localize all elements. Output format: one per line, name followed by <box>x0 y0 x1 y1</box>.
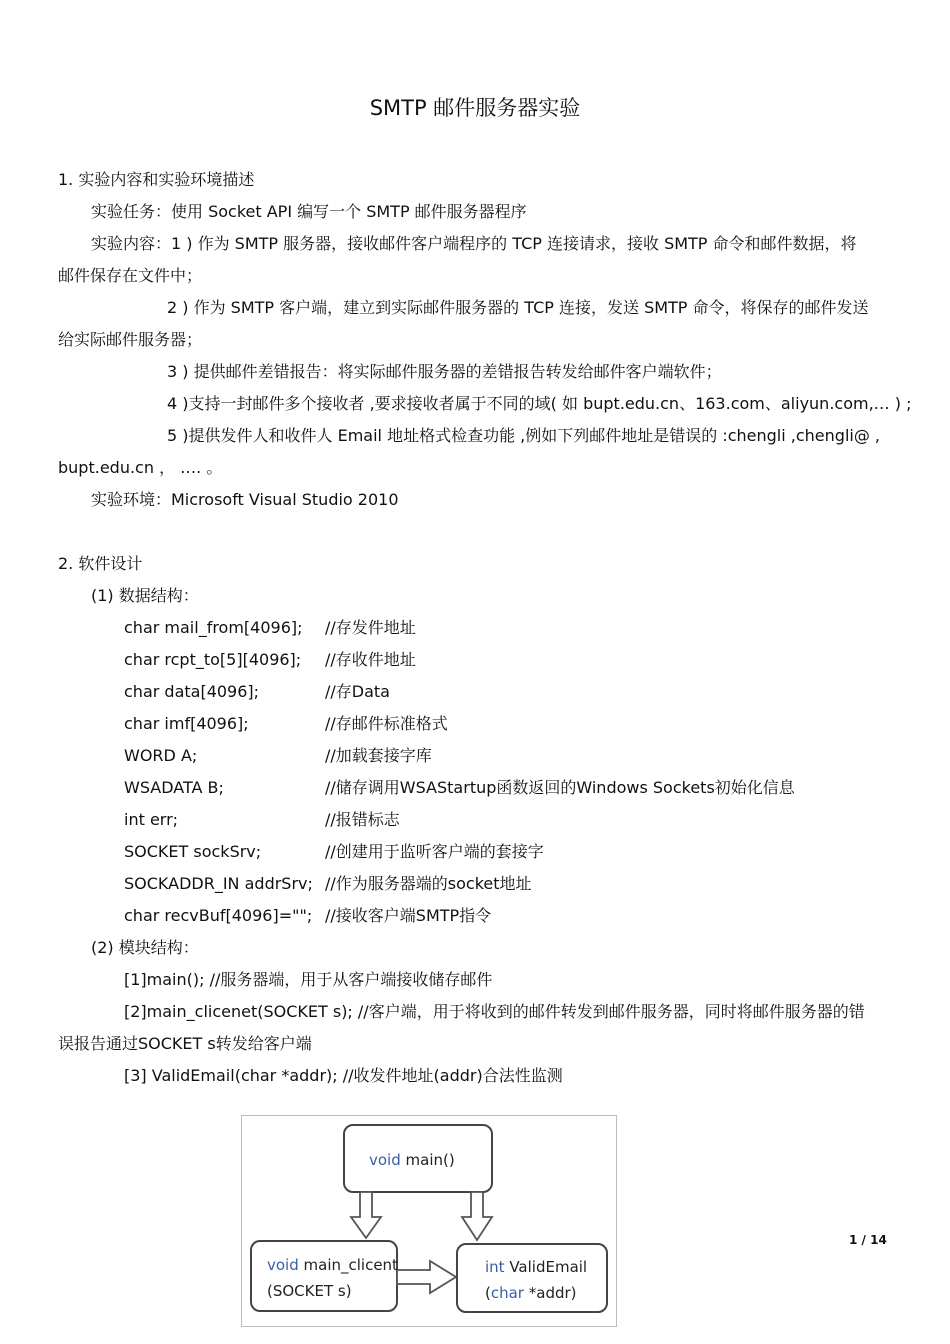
ds-code-line: char data[4096]; <box>124 682 260 701</box>
ds-comment: //报错标志 <box>325 810 400 829</box>
module-structure-heading: (2) 模块结构： <box>91 938 199 957</box>
page-number: 1 / 14 <box>849 1233 887 1247</box>
content-item-4: 4 )支持一封邮件多个接收者 ,要求接收者属于不同的域( 如 bupt.edu.cn、163.com、aliyun.com,… ) ; <box>167 394 912 413</box>
ds-code-line: char mail_from[4096]; <box>124 618 303 637</box>
section-2-heading: 2. 软件设计 <box>58 554 143 573</box>
module-1: [1]main(); //服务器端，用于从客户端接收储存邮件 <box>124 970 493 989</box>
data-structure-heading: (1) 数据结构： <box>91 586 199 605</box>
module-diagram <box>241 1115 617 1327</box>
valid-param-label <box>485 1283 577 1303</box>
environment-line: 实验环境：Microsoft Visual Studio 2010 <box>91 490 399 509</box>
ds-code-line: int err; <box>124 810 179 829</box>
client-param-label: (SOCKET s) <box>267 1282 352 1300</box>
valid-kw: int <box>485 1258 505 1276</box>
document-title: SMTP 邮件服务器实验 <box>369 96 581 120</box>
ds-comment: //创建用于监听客户端的套接字 <box>325 842 544 861</box>
main-kw: void <box>369 1151 401 1169</box>
section-1-heading: 1. 实验内容和实验环境描述 <box>58 170 255 189</box>
task-line: 实验任务：使用 Socket API 编写一个 SMTP 邮件服务器程序 <box>91 202 527 221</box>
ds-code-line: char recvBuf[4096]=""; <box>124 906 313 925</box>
valid-param-open: ( <box>485 1284 491 1302</box>
module-2-line-2: 误报告通过SOCKET s转发给客户端 <box>58 1034 312 1053</box>
content-item-2-line-2: 给实际邮件服务器； <box>58 330 203 349</box>
arrow-main-to-valid <box>462 1192 492 1240</box>
main-function-label <box>369 1150 455 1170</box>
content-item-1-line-2: 邮件保存在文件中； <box>58 266 203 285</box>
ds-comment: //加载套接字库 <box>325 746 432 765</box>
client-name: main_clicent <box>298 1256 398 1274</box>
ds-code-line: char rcpt_to[5][4096]; <box>124 650 302 669</box>
ds-code-line: WORD A; <box>124 746 198 765</box>
valid-name: ValidEmail <box>504 1258 588 1276</box>
client-function-label <box>267 1255 398 1275</box>
content-item-3: 3 ) 提供邮件差错报告：将实际邮件服务器的差错报告转发给邮件客户端软件； <box>167 362 722 381</box>
arrow-client-to-valid <box>397 1261 456 1293</box>
ds-code-line: char imf[4096]; <box>124 714 249 733</box>
ds-comment: //存发件地址 <box>325 618 416 637</box>
content-item-2-line-1: 2 ) 作为 SMTP 客户端，建立到实际邮件服务器的 TCP 连接，发送 SMTP 命令，将保存的邮件发送 <box>167 298 869 317</box>
valid-param-rest: *addr) <box>523 1284 577 1302</box>
ds-code-line: SOCKET sockSrv; <box>124 842 262 861</box>
ds-comment: //存收件地址 <box>325 650 416 669</box>
valid-function-label <box>485 1257 587 1277</box>
ds-comment: //存Data <box>325 682 390 701</box>
ds-comment: //储存调用WSAStartup函数返回的Windows Sockets初始化信息 <box>325 778 795 797</box>
ds-comment: //接收客户端SMTP指令 <box>325 906 492 925</box>
valid-param-kw: char <box>490 1284 524 1302</box>
arrow-main-to-client <box>351 1192 381 1238</box>
client-kw: void <box>267 1256 299 1274</box>
content-item-5-line-1: 5 )提供发件人和收件人 Email 地址格式检查功能 ,例如下列邮件地址是错误的 :chengli ,chengli@ , <box>167 426 881 445</box>
ds-comment: //存邮件标准格式 <box>325 714 448 733</box>
module-2-line-1: [2]main_clicenet(SOCKET s); //客户端，用于将收到的邮件转发到邮件服务器，同时将邮件服务器的错 <box>124 1002 865 1021</box>
main-name: main() <box>400 1151 455 1169</box>
module-3: [3] ValidEmail(char *addr); //收发件地址(addr)合法性监测 <box>124 1066 563 1085</box>
ds-comment: //作为服务器端的socket地址 <box>325 874 532 893</box>
content-item-1-line-1: 实验内容：1 ) 作为 SMTP 服务器，接收邮件客户端程序的 TCP 连接请求，接收 SMTP 命令和邮件数据，将 <box>91 234 857 253</box>
ds-code-line: SOCKADDR_IN addrSrv; <box>124 874 313 893</box>
ds-code-line: WSADATA B; <box>124 778 224 797</box>
content-item-5-line-2: bupt.edu.cn ， …. 。 <box>58 458 223 477</box>
